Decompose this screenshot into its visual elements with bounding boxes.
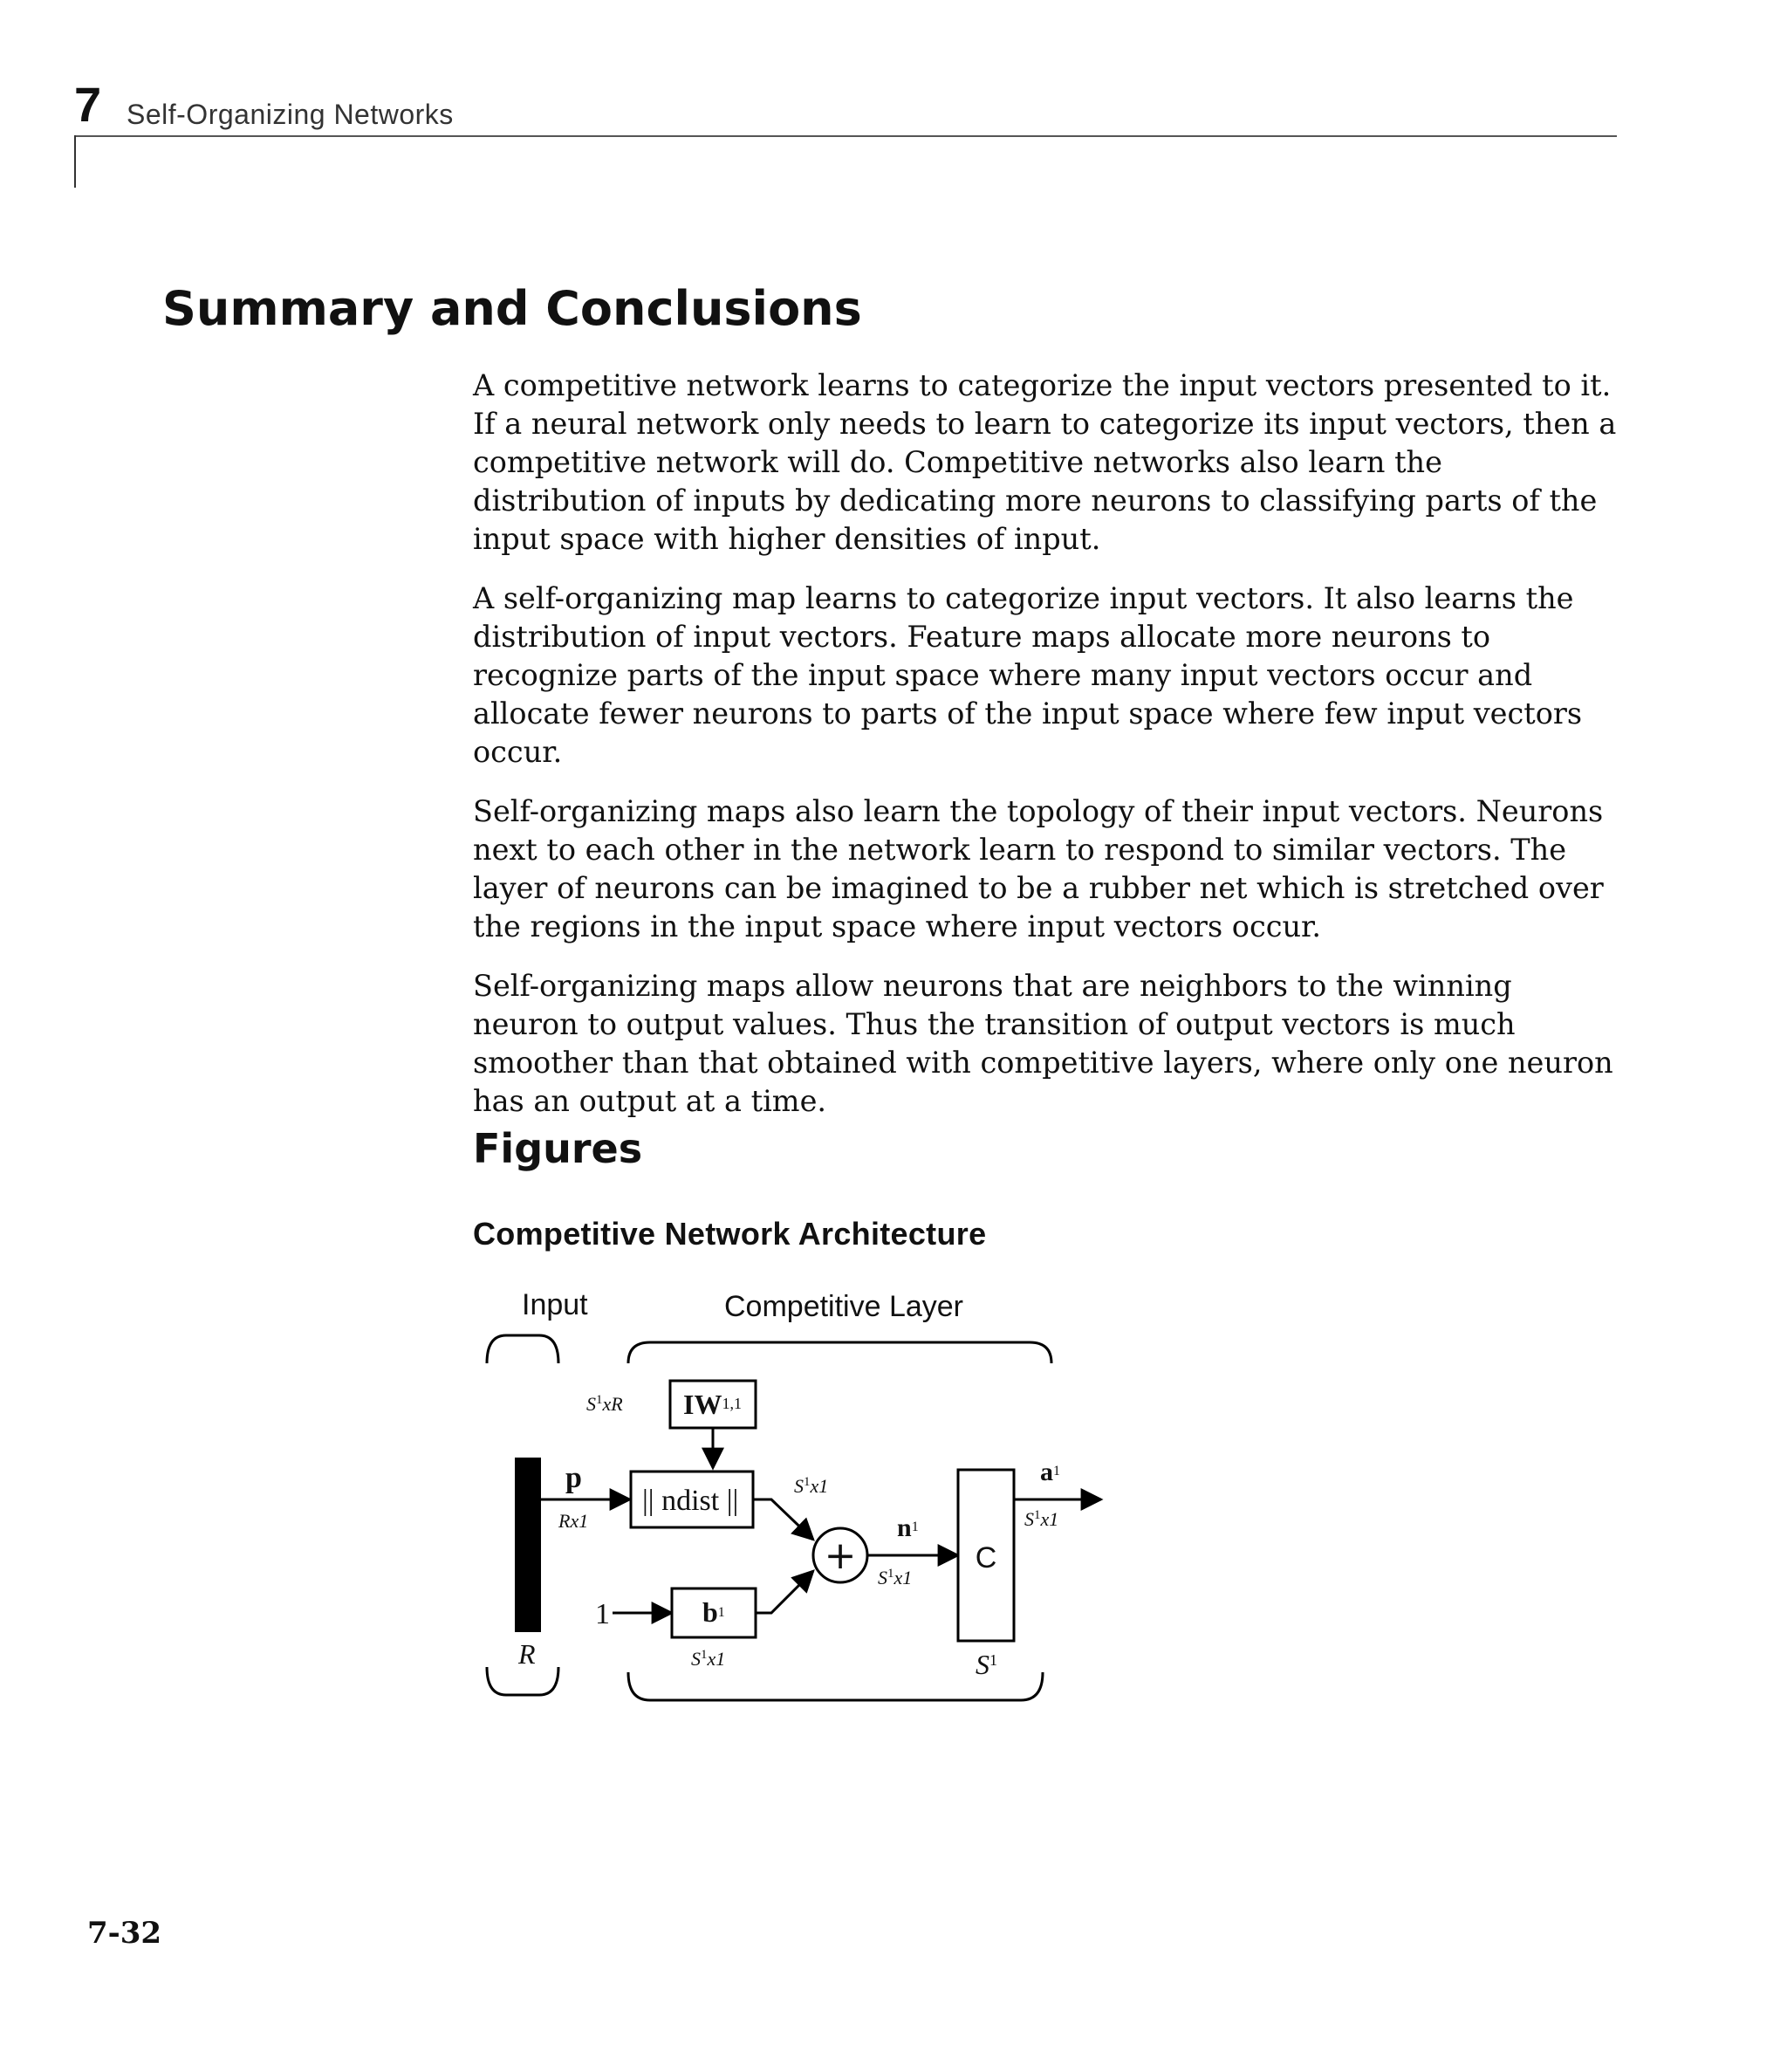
ndist-label: || ndist || — [642, 1485, 739, 1517]
layer-label: Competitive Layer — [724, 1290, 964, 1323]
section-title: Summary and Conclusions — [162, 281, 862, 336]
paragraph: Self-organizing maps allow neurons that are neighbors to the winning neuron to output values. Thus the transition of output vectors is much smoother than that obtained with competitive layers, where only one neuron has an output at a time. — [473, 969, 1613, 1118]
input-label: Input — [522, 1288, 588, 1321]
input-bar — [515, 1458, 541, 1632]
network-diagram — [471, 1283, 1117, 1719]
bias-dims: $S^1x1$ — [691, 1648, 726, 1670]
input-brace-top — [487, 1335, 558, 1363]
bias-one: 1 — [595, 1598, 610, 1630]
bias-to-sum-arrow — [756, 1571, 813, 1613]
input-dims: Rx1 — [558, 1510, 589, 1532]
transfer-label: C — [975, 1541, 997, 1575]
figure-caption: Competitive Network Architecture — [473, 1216, 987, 1252]
figures-heading: Figures — [473, 1125, 643, 1172]
a-dims: $S^1x1$ — [1024, 1508, 1059, 1530]
chapter-title: Self-Organizing Networks — [127, 99, 454, 130]
a-label: $a^1$ — [1040, 1458, 1060, 1486]
input-p-label: p — [565, 1462, 582, 1494]
n-dims: $S^1x1$ — [878, 1567, 913, 1588]
ndist-to-sum-arrow — [753, 1499, 813, 1540]
layer-size-label: $S^1$ — [976, 1649, 997, 1680]
n-label: $n^1$ — [897, 1513, 919, 1542]
weight-dims: $S^1xR$ — [586, 1393, 623, 1415]
page-number: 7-32 — [87, 1916, 162, 1951]
weight-label: IW1,1 — [683, 1389, 742, 1420]
paragraph: A self-organizing map learns to categorize input vectors. It also learns the distribution of input vectors. Feature maps allocate more neurons to recognize parts of the input space where many input vectors occur and allocate fewer neurons to parts of the input space where few input vectors occur. — [473, 581, 1583, 769]
input-brace-bottom — [487, 1667, 558, 1695]
bias-label: b1 — [702, 1596, 725, 1628]
chapter-number: 7 — [74, 77, 102, 132]
sum-symbol: + — [824, 1533, 857, 1578]
ndist-dims: $S^1x1$ — [794, 1475, 829, 1497]
layer-brace-top — [628, 1342, 1051, 1363]
header-rule — [74, 135, 1617, 137]
paragraph: Self-organizing maps also learn the topology of their input vectors. Neurons next to each other in the network learn to respond to similar vectors. The layer of neurons can be imagined to be a rubber net which is stretched over the regions in the input space where input vectors occur. — [473, 794, 1604, 943]
paragraph: A competitive network learns to categorize the input vectors presented to it. If a neural network only needs to learn to categorize its input vectors, then a competitive network will do. Competitive networks also learn the distribution of inputs by dedicating more neurons to classifying parts of the input space with higher densities of input. — [473, 368, 1617, 556]
header-tick — [74, 135, 76, 188]
body-text — [473, 367, 1625, 1142]
input-size-label: R — [518, 1638, 536, 1670]
